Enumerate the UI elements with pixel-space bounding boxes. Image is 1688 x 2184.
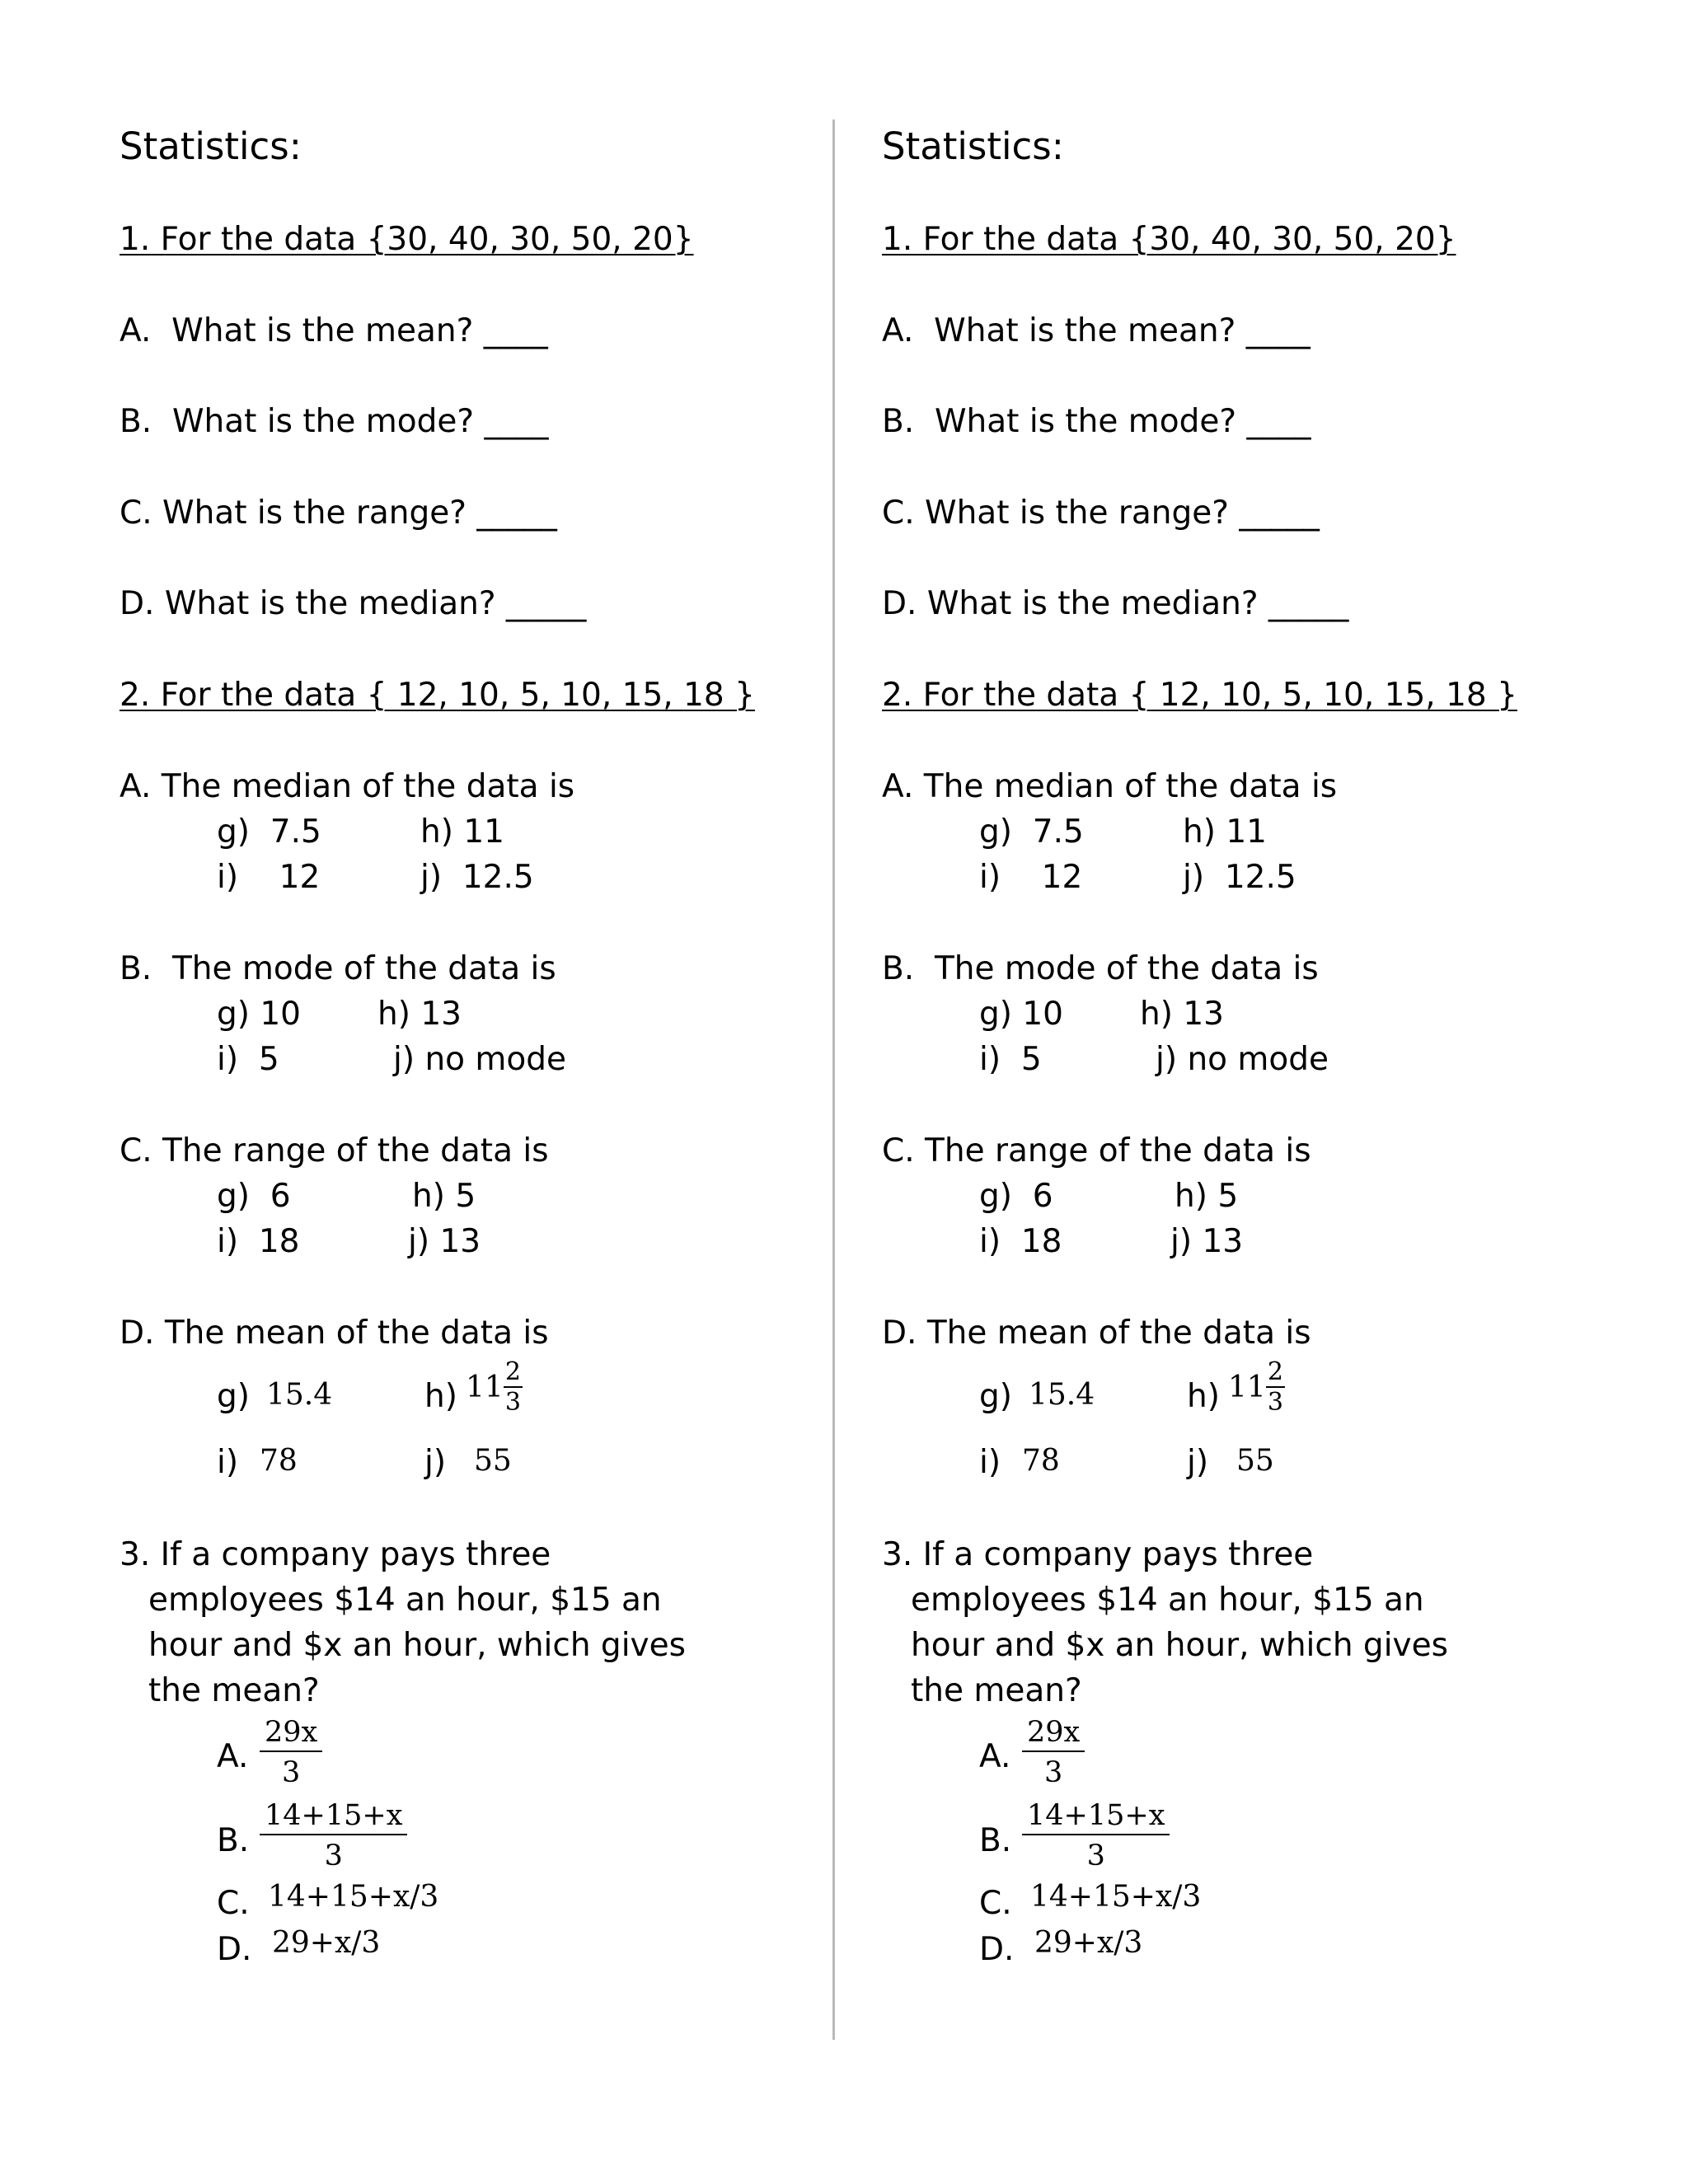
q2-a-choice-j: j) 12.5 xyxy=(420,859,534,896)
q2-d-choice-i-value: 78 xyxy=(1022,1444,1060,1478)
q3-choice-c-label: C. xyxy=(979,1885,1012,1922)
q3-choice-b-label: B. xyxy=(979,1822,1012,1859)
q3-choice-c-expression: 14+15+x/3 xyxy=(1030,1880,1202,1914)
q2-c-choice-j: j) 13 xyxy=(1170,1223,1244,1260)
q2-b-stem: B. The mode of the data is xyxy=(882,950,1319,987)
q2-heading: 2. For the data { 12, 10, 5, 10, 15, 18 } xyxy=(882,677,1517,714)
q1-b-question: B. What is the mode? ____ xyxy=(882,403,1311,440)
q2-d-choice-j-value: 55 xyxy=(1236,1444,1274,1478)
q1-a-question: A. What is the mean? ____ xyxy=(882,312,1311,349)
q2-c-stem: C. The range of the data is xyxy=(882,1132,1311,1169)
q3-choice-a-fraction xyxy=(1022,1718,1085,1788)
q2-d-choice-g-value: 15.4 xyxy=(1029,1378,1095,1412)
q2-a-choice-i: i) 12 xyxy=(217,859,321,896)
q2-a-choice-g: g) 7.5 xyxy=(217,813,321,851)
q3-choice-a-fraction xyxy=(260,1718,322,1788)
q2-d-choice-g-label: g) xyxy=(217,1378,250,1415)
q3-stem-line-3: hour and $x an hour, which gives xyxy=(911,1627,1448,1664)
q2-a-stem: A. The median of the data is xyxy=(120,768,575,805)
q2-b-choice-j: j) no mode xyxy=(1156,1041,1329,1078)
worksheet-title: Statistics: xyxy=(120,124,302,168)
worksheet-title: Statistics: xyxy=(882,124,1064,168)
fraction-denominator: 3 xyxy=(1267,1388,1283,1417)
mixed-whole: 11 xyxy=(1228,1370,1266,1404)
q2-d-choice-i-value: 78 xyxy=(260,1444,298,1478)
q2-d-stem: D. The mean of the data is xyxy=(120,1315,549,1352)
q2-a-choice-h: h) 11 xyxy=(420,813,504,851)
q2-a-choice-j: j) 12.5 xyxy=(1183,859,1296,896)
q2-b-choice-g: g) 10 xyxy=(979,996,1063,1033)
q2-d-choice-j-value: 55 xyxy=(474,1444,512,1478)
fraction-numerator: 14+15+x xyxy=(1022,1802,1170,1835)
fraction-denominator: 3 xyxy=(1044,1756,1063,1789)
q1-b-question: B. What is the mode? ____ xyxy=(120,403,549,440)
q3-stem-line-2: employees $14 an hour, $15 an xyxy=(148,1582,662,1619)
q1-d-question: D. What is the median? _____ xyxy=(120,585,587,622)
fraction-numerator: 29x xyxy=(1022,1718,1085,1752)
fraction-denominator: 3 xyxy=(282,1756,301,1789)
q2-d-stem: D. The mean of the data is xyxy=(882,1315,1311,1352)
q3-stem-line-3: hour and $x an hour, which gives xyxy=(148,1627,686,1664)
q2-a-stem: A. The median of the data is xyxy=(882,768,1338,805)
q1-heading: 1. For the data {30, 40, 30, 50, 20} xyxy=(882,221,1456,258)
mixed-fraction xyxy=(504,1357,523,1417)
q3-choice-b-fraction xyxy=(260,1799,407,1872)
q2-a-choice-h: h) 11 xyxy=(1183,813,1267,851)
q2-d-choice-g-label: g) xyxy=(979,1378,1012,1415)
q2-c-choice-g: g) 6 xyxy=(979,1178,1053,1215)
q2-b-choice-i: i) 5 xyxy=(217,1041,279,1078)
fraction-numerator: 2 xyxy=(504,1357,521,1386)
q2-c-choice-j: j) 13 xyxy=(408,1223,481,1260)
q2-c-choice-h: h) 5 xyxy=(1175,1178,1239,1215)
q2-b-choice-j: j) no mode xyxy=(393,1041,567,1078)
q2-d-choice-h-mixed-number xyxy=(466,1357,523,1417)
q2-c-choice-h: h) 5 xyxy=(412,1178,476,1215)
fraction-numerator: 29x xyxy=(260,1718,322,1752)
q3-stem-line-2: employees $14 an hour, $15 an xyxy=(911,1582,1424,1619)
q2-a-choice-g: g) 7.5 xyxy=(979,813,1084,851)
q3-stem-line-1: 3. If a company pays three xyxy=(882,1536,1314,1573)
q3-choice-d-expression: 29+x/3 xyxy=(1034,1926,1143,1960)
fraction-denominator: 3 xyxy=(1086,1840,1105,1872)
fraction-denominator: 3 xyxy=(324,1840,343,1872)
q2-c-choice-i: i) 18 xyxy=(979,1223,1062,1260)
q1-c-question: C. What is the range? _____ xyxy=(882,494,1320,532)
q2-d-choice-j-label: j) xyxy=(1187,1444,1209,1481)
q3-choice-d-label: D. xyxy=(979,1931,1015,1968)
q2-c-choice-g: g) 6 xyxy=(217,1178,291,1215)
q3-stem-line-1: 3. If a company pays three xyxy=(120,1536,551,1573)
q2-b-stem: B. The mode of the data is xyxy=(120,950,556,987)
q1-heading: 1. For the data {30, 40, 30, 50, 20} xyxy=(120,221,694,258)
worksheet-copy-left xyxy=(120,0,894,2184)
q3-choice-b-fraction xyxy=(1022,1799,1170,1872)
q2-d-choice-g-value: 15.4 xyxy=(266,1378,333,1412)
q3-choice-b-label: B. xyxy=(217,1822,250,1859)
q3-choice-c-expression: 14+15+x/3 xyxy=(268,1880,439,1914)
q3-choice-a-label: A. xyxy=(979,1738,1011,1775)
q2-d-choice-h-label: h) xyxy=(1187,1378,1220,1415)
fraction-numerator: 2 xyxy=(1267,1357,1283,1386)
q1-a-question: A. What is the mean? ____ xyxy=(120,312,548,349)
fraction-denominator: 3 xyxy=(504,1388,521,1417)
q2-d-choice-i-label: i) xyxy=(217,1444,239,1481)
q2-d-choice-h-label: h) xyxy=(424,1378,457,1415)
q1-d-question: D. What is the median? _____ xyxy=(882,585,1349,622)
q3-choice-d-label: D. xyxy=(217,1931,252,1968)
q3-choice-c-label: C. xyxy=(217,1885,250,1922)
q2-b-choice-h: h) 13 xyxy=(1140,996,1224,1033)
q2-a-choice-i: i) 12 xyxy=(979,859,1083,896)
q2-d-choice-h-mixed-number xyxy=(1228,1357,1285,1417)
q2-d-choice-j-label: j) xyxy=(424,1444,447,1481)
q3-stem-line-4: the mean? xyxy=(911,1672,1082,1709)
worksheet-copy-right xyxy=(882,0,1657,2184)
mixed-whole: 11 xyxy=(466,1370,504,1404)
fraction-numerator: 14+15+x xyxy=(260,1802,407,1835)
q2-heading: 2. For the data { 12, 10, 5, 10, 15, 18 } xyxy=(120,677,755,714)
q3-stem-line-4: the mean? xyxy=(148,1672,320,1709)
q2-b-choice-h: h) 13 xyxy=(377,996,462,1033)
q2-b-choice-g: g) 10 xyxy=(217,996,301,1033)
q2-c-stem: C. The range of the data is xyxy=(120,1132,549,1169)
q3-choice-d-expression: 29+x/3 xyxy=(272,1926,381,1960)
q2-b-choice-i: i) 5 xyxy=(979,1041,1042,1078)
q1-c-question: C. What is the range? _____ xyxy=(120,494,557,532)
q2-c-choice-i: i) 18 xyxy=(217,1223,300,1260)
q3-choice-a-label: A. xyxy=(217,1738,249,1775)
q2-d-choice-i-label: i) xyxy=(979,1444,1001,1481)
mixed-fraction xyxy=(1266,1357,1285,1417)
